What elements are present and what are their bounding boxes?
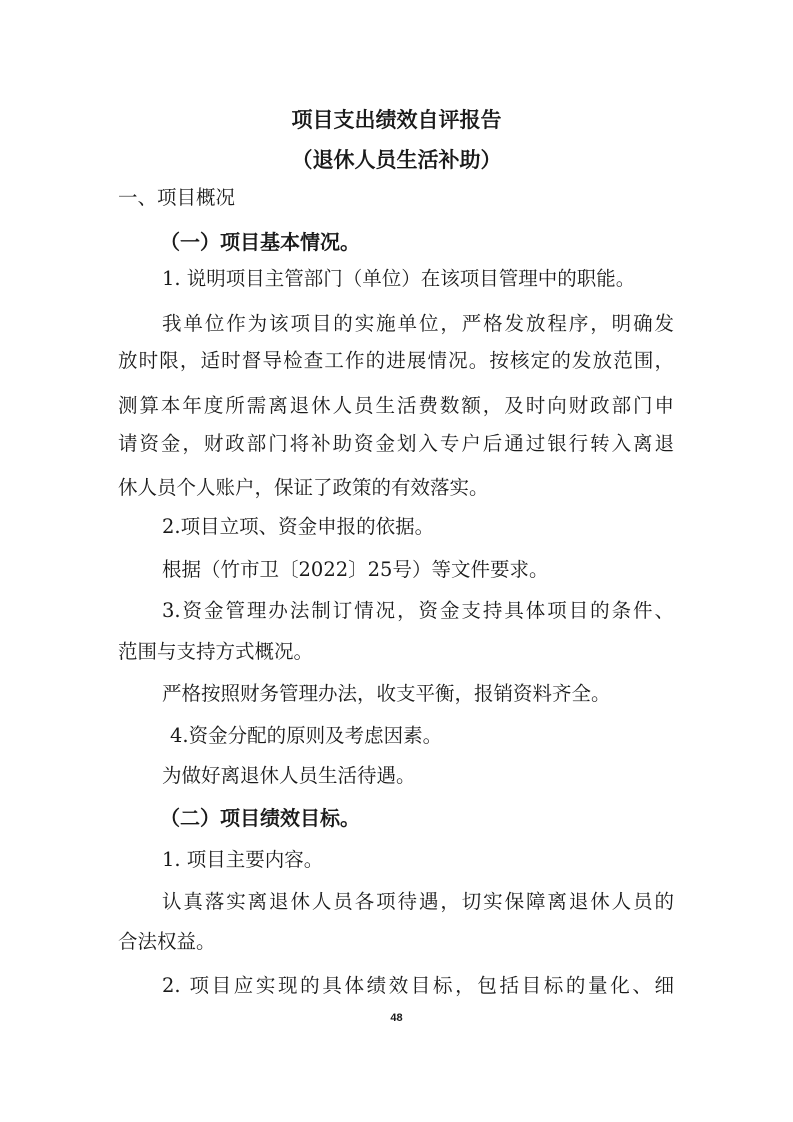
page-number: 48 xyxy=(390,1012,403,1024)
item-2-heading: 2.项目立项、资金申报的依据。 xyxy=(162,515,435,538)
paragraph-4: 为做好离退休人员生活待遇。 xyxy=(162,764,416,787)
paragraph-5-line-2: 合法权益。 xyxy=(118,930,216,953)
paragraph-1-line-2: 放时限，适时督导检查工作的进展情况。按核定的发放范围， xyxy=(118,349,674,372)
paragraph-1-line-3: 测算本年度所需离退休人员生活费数额，及时向财政部门申 xyxy=(118,394,674,417)
subsection-heading-basic-info: （一）项目基本情况。 xyxy=(160,230,360,254)
goal-2-heading: 2. 项目应实现的具体绩效目标，包括目标的量化、细 xyxy=(162,974,674,997)
paragraph-2: 根据（竹市卫〔2022〕25号）等文件要求。 xyxy=(162,558,549,581)
report-subtitle: （退休人员生活补助） xyxy=(291,148,502,172)
item-4-heading: 4.资金分配的原则及考虑因素。 xyxy=(170,724,443,747)
item-1-heading: 1. 说明项目主管部门（单位）在该项目管理中的职能。 xyxy=(162,267,636,290)
goal-1-heading: 1. 项目主要内容。 xyxy=(162,848,324,871)
section-heading-overview: 一、项目概况 xyxy=(118,186,236,209)
paragraph-1-line-4: 请资金，财政部门将补助资金划入专户后通过银行转入离退 xyxy=(118,432,674,455)
paragraph-1-line-1: 我单位作为该项目的实施单位，严格发放程序，明确发 xyxy=(162,312,674,335)
paragraph-3: 严格按照财务管理办法，收支平衡，报销资料齐全。 xyxy=(162,682,611,705)
paragraph-1-line-5: 休人员个人账户，保证了政策的有效落实。 xyxy=(118,476,489,499)
paragraph-5-line-1: 认真落实离退休人员各项待遇，切实保障离退休人员的 xyxy=(162,890,674,913)
item-3-heading-line-2: 范围与支持方式概况。 xyxy=(118,640,314,663)
item-3-heading-line-1: 3.资金管理办法制订情况，资金支持具体项目的条件、 xyxy=(162,599,674,622)
subsection-heading-goals: （二）项目绩效目标。 xyxy=(160,806,360,830)
report-title: 项目支出绩效自评报告 xyxy=(291,108,502,132)
